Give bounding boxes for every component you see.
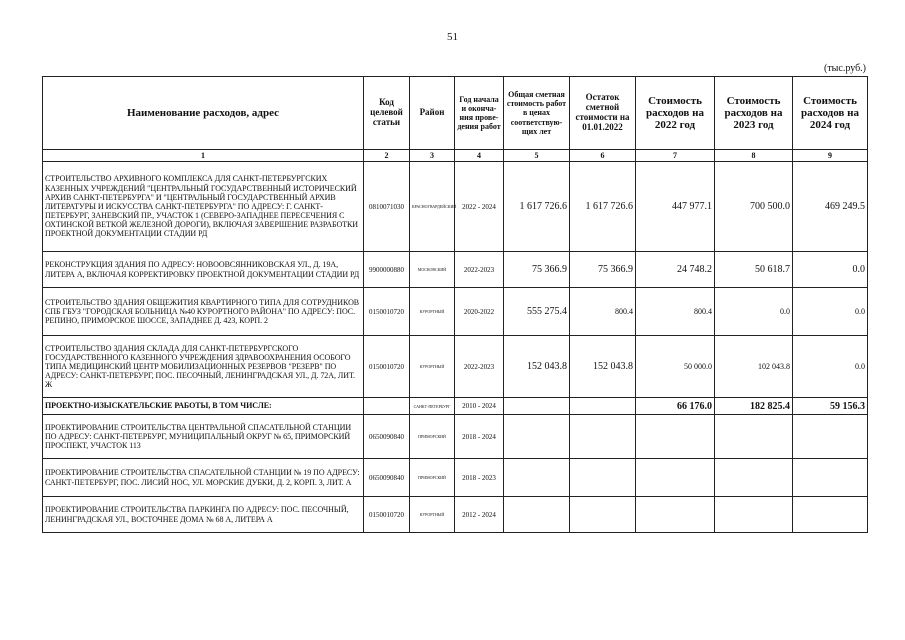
row-cost-2023 (715, 415, 793, 459)
row-district: КУРОРТНЫЙ (410, 336, 455, 398)
row-name: РЕКОНСТРУКЦИЯ ЗДАНИЯ ПО АДРЕСУ: НОВООВСЯННИКОВСКАЯ УЛ., Д. 19А, ЛИТЕРА А, ВКЛЮЧАЯ КОРРЕКТИРОВКУ ПРОЕКТНОЙ ДОКУМЕНТАЦИИ СТАДИИ РД (43, 252, 364, 288)
row-code: 0810071030 (364, 162, 410, 252)
header-cost-2022: Стоимость расходов на 2022 год (636, 77, 715, 150)
page-number: 51 (447, 31, 458, 43)
row-cost-2024: 0.0 (793, 336, 868, 398)
row-code: 0150010720 (364, 288, 410, 336)
row-remainder (570, 459, 636, 497)
unit-label: (тыс.руб.) (823, 63, 866, 74)
row-code: 0150010720 (364, 497, 410, 533)
row-cost-2024: 0.0 (793, 288, 868, 336)
header-cost-2024: Стоимость расходов на 2024 год (793, 77, 868, 150)
table-row (43, 162, 868, 252)
table-row (43, 288, 868, 336)
row-district: ПРИМОРСКИЙ (410, 415, 455, 459)
row-total-cost: 152 043.8 (504, 336, 570, 398)
row-name: СТРОИТЕЛЬСТВО ЗДАНИЯ СКЛАДА ДЛЯ САНКТ-ПЕТЕРБУРГСКОГО ГОСУДАРСТВЕННОГО КАЗЕННОГО УЧРЕЖДЕНИЯ ЗДРАВООХРАНЕНИЯ ОСОБОГО ТИПА МЕДИЦИНСКИЙ ЦЕНТР МОБИЛИЗАЦИОННЫХ РЕЗЕРВОВ "РЕЗЕРВ" ПО АДРЕСУ: САНКТ-ПЕТЕРБУРГ, ПОС. ПЕСОЧНЫЙ, ЛЕНИНГРАДСКАЯ УЛ., Д. 72А, ЛИТ. Ж (43, 336, 364, 398)
column-number-row (43, 150, 868, 162)
header-cost-2023: Стоимость расходов на 2023 год (715, 77, 793, 150)
row-cost-2022 (636, 497, 715, 533)
row-name: СТРОИТЕЛЬСТВО ЗДАНИЯ ОБЩЕЖИТИЯ КВАРТИРНОГО ТИПА ДЛЯ СОТРУДНИКОВ СПБ ГБУЗ "ГОРОДСКАЯ БОЛЬНИЦА №40 КУРОРТНОГО РАЙОНА" ПО АДРЕСУ: ПОС. РЕПИНО, ПРИМОРСКОЕ ШОССЕ, ЗАПАДНЕЕ Д. 423, КОРП. 2 (43, 288, 364, 336)
table-row (43, 252, 868, 288)
header-remainder: Остаток сметной стоимости на 01.01.2022 (570, 77, 636, 150)
row-cost-2022 (636, 459, 715, 497)
row-cost-2023: 50 618.7 (715, 252, 793, 288)
row-years: 2018 - 2024 (455, 415, 504, 459)
row-code: 0150010720 (364, 336, 410, 398)
row-remainder (570, 497, 636, 533)
row-name: ПРОЕКТИРОВАНИЕ СТРОИТЕЛЬСТВА ЦЕНТРАЛЬНОЙ СПАСАТЕЛЬНОЙ СТАНЦИИ ПО АДРЕСУ: САНКТ-ПЕТЕРБУРГ, МУНИЦИПАЛЬНЫЙ ОКРУГ № 65, ПРИМОРСКИЙ ПРОСПЕКТ, УЧАСТОК 113 (43, 415, 364, 459)
row-cost-2024 (793, 459, 868, 497)
row-years: 2018 - 2023 (455, 459, 504, 497)
table-row (43, 459, 868, 497)
row-district: МОСКОВСКИЙ (410, 252, 455, 288)
row-years: 2020-2022 (455, 288, 504, 336)
header-code: Код целевой статьи (364, 77, 410, 150)
row-years: 2022-2023 (455, 252, 504, 288)
row-total-cost: 1 617 726.6 (504, 162, 570, 252)
row-years: 2022 - 2024 (455, 162, 504, 252)
row-name: ПРОЕКТНО-ИЗЫСКАТЕЛЬСКИЕ РАБОТЫ, В ТОМ ЧИСЛЕ: (43, 398, 364, 415)
row-total-cost (504, 497, 570, 533)
column-number: 5 (504, 150, 570, 162)
row-name: ПРОЕКТИРОВАНИЕ СТРОИТЕЛЬСТВА ПАРКИНГА ПО АДРЕСУ: ПОС. ПЕСОЧНЫЙ, ЛЕНИНГРАДСКАЯ УЛ., ВОСТОЧНЕЕ ДОМА № 68 А, ЛИТЕРА А (43, 497, 364, 533)
row-cost-2022: 24 748.2 (636, 252, 715, 288)
row-remainder (570, 415, 636, 459)
row-cost-2022: 800.4 (636, 288, 715, 336)
row-district: КУРОРТНЫЙ (410, 288, 455, 336)
row-total-cost: 555 275.4 (504, 288, 570, 336)
header-name: Наименование расходов, адрес (43, 77, 364, 150)
row-cost-2024 (793, 497, 868, 533)
row-years: 2010 - 2024 (455, 398, 504, 415)
budget-table (42, 76, 868, 533)
header-total-cost: Общая сметная стоимость работ в ценах соответствую-щих лет (504, 77, 570, 150)
row-remainder: 152 043.8 (570, 336, 636, 398)
row-name: ПРОЕКТИРОВАНИЕ СТРОИТЕЛЬСТВА СПАСАТЕЛЬНОЙ СТАНЦИИ № 19 ПО АДРЕСУ: САНКТ-ПЕТЕРБУРГ, ПОС. ЛИСИЙ НОС, УЛ. МОРСКИЕ ДУБКИ, Д. 2, КОРП. 3, ЛИТ. А (43, 459, 364, 497)
row-cost-2022 (636, 415, 715, 459)
row-total-cost (504, 459, 570, 497)
row-total-cost (504, 415, 570, 459)
column-number: 9 (793, 150, 868, 162)
row-cost-2023: 0.0 (715, 288, 793, 336)
row-district: КУРОРТНЫЙ (410, 497, 455, 533)
row-remainder: 800.4 (570, 288, 636, 336)
column-number: 4 (455, 150, 504, 162)
row-cost-2024: 59 156.3 (793, 398, 868, 415)
row-code: 0650090840 (364, 415, 410, 459)
row-name: СТРОИТЕЛЬСТВО АРХИВНОГО КОМПЛЕКСА ДЛЯ САНКТ-ПЕТЕРБУРГСКИХ КАЗЕННЫХ УЧРЕЖДЕНИЙ "ЦЕНТРАЛЬНЫЙ ГОСУДАРСТВЕННЫЙ ИСТОРИЧЕСКИЙ АРХИВ САНКТ-ПЕТЕРБУРГА" И "ЦЕНТРАЛЬНЫЙ ГОСУДАРСТВЕННЫЙ АРХИВ ЛИТЕРАТУРЫ И ИСКУССТВА САНКТ-ПЕТЕРБУРГА" ПО АДРЕСУ: Г. САНКТ-ПЕТЕРБУРГ, ЗАНЕВСКИЙ ПР., УЧАСТОК 1 (СЕВЕРО-ЗАПАДНЕЕ ПЕРЕСЕЧЕНИЯ С ОХТИНСКОЙ ВЕТКОЙ ЖЕЛЕЗНОЙ ДОРОГИ), ВКЛЮЧАЯ ЗАВЕРШЕНИЕ РАЗРАБОТКИ ПРОЕКТНОЙ ДОКУМЕНТАЦИИ СТАДИИ РД (43, 162, 364, 252)
row-years: 2022-2023 (455, 336, 504, 398)
row-cost-2023 (715, 459, 793, 497)
row-cost-2023: 182 825.4 (715, 398, 793, 415)
row-remainder: 1 617 726.6 (570, 162, 636, 252)
column-number: 6 (570, 150, 636, 162)
row-remainder (570, 398, 636, 415)
column-number: 1 (43, 150, 364, 162)
table-row (43, 336, 868, 398)
row-total-cost (504, 398, 570, 415)
row-code: 0650090840 (364, 459, 410, 497)
table-row (43, 415, 868, 459)
row-code: 9900000880 (364, 252, 410, 288)
row-district: ПРИМОРСКИЙ (410, 459, 455, 497)
row-cost-2024: 469 249.5 (793, 162, 868, 252)
row-cost-2023 (715, 497, 793, 533)
row-cost-2024: 0.0 (793, 252, 868, 288)
row-cost-2024 (793, 415, 868, 459)
row-years: 2012 - 2024 (455, 497, 504, 533)
row-cost-2022: 447 977.1 (636, 162, 715, 252)
row-remainder: 75 366.9 (570, 252, 636, 288)
header-district: Район (410, 77, 455, 150)
row-district: КРАСНОГВАРДЕЙСКИЙ (410, 162, 455, 252)
column-number: 2 (364, 150, 410, 162)
header-row (43, 77, 868, 150)
row-cost-2022: 50 000.0 (636, 336, 715, 398)
table-row (43, 497, 868, 533)
row-district: САНКТ-ПЕТЕРБУРГ (410, 398, 455, 415)
row-cost-2023: 700 500.0 (715, 162, 793, 252)
table-row (43, 398, 868, 415)
row-total-cost: 75 366.9 (504, 252, 570, 288)
column-number: 7 (636, 150, 715, 162)
header-years: Год начала и оконча-ния прове-дения работ (455, 77, 504, 150)
row-cost-2023: 102 043.8 (715, 336, 793, 398)
row-code (364, 398, 410, 415)
column-number: 3 (410, 150, 455, 162)
row-cost-2022: 66 176.0 (636, 398, 715, 415)
column-number: 8 (715, 150, 793, 162)
